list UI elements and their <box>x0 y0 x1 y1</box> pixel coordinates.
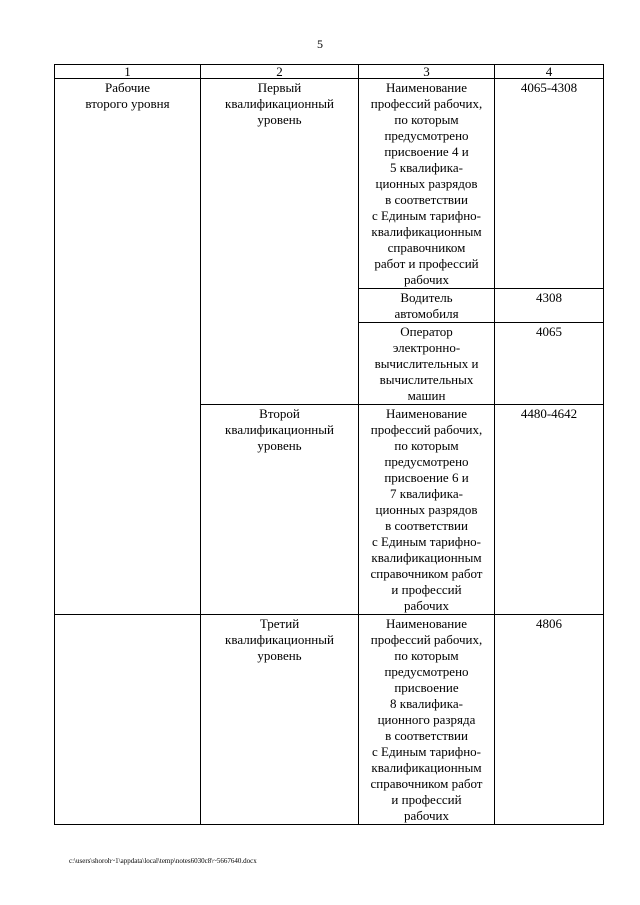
salary-cell: 4806 <box>495 615 604 825</box>
profession-cell: Водитель автомобиля <box>359 289 495 323</box>
table-row <box>55 79 604 289</box>
group-label: Рабочие второго уровня <box>55 79 201 615</box>
profession-cell: Наименование профессий рабочих, по которым предусмотрено присвоение 4 и 5 квалифика- ционных разрядов в соответствии с Единым тарифно- квалификационным справочником работ и профессий рабочих <box>359 79 495 289</box>
footer-file-path: c:\users\shoroh~1\appdata\local\temp\notes6030c8\~5667640.docx <box>69 857 257 865</box>
column-header-1: 1 <box>55 65 201 79</box>
table-row <box>55 615 604 825</box>
column-header-3: 3 <box>359 65 495 79</box>
salary-cell: 4308 <box>495 289 604 323</box>
qualification-level: Первый квалификационный уровень <box>201 79 359 405</box>
column-header-4: 4 <box>495 65 604 79</box>
qualification-level: Третий квалификационный уровень <box>201 615 359 825</box>
salary-cell: 4480-4642 <box>495 405 604 615</box>
page-number: 5 <box>317 37 323 51</box>
qualification-level: Второй квалификационный уровень <box>201 405 359 615</box>
profession-cell: Наименование профессий рабочих, по которым предусмотрено присвоение 8 квалифика- ционного разряда в соответствии с Единым тарифно- квалификационным справочником работ и профессий рабочих <box>359 615 495 825</box>
table-header-row <box>55 65 604 79</box>
salary-cell: 4065 <box>495 323 604 405</box>
column-header-2: 2 <box>201 65 359 79</box>
profession-cell: Наименование профессий рабочих, по которым предусмотрено присвоение 6 и 7 квалифика- ционных разрядов в соответствии с Единым тарифно- квалификационным справочником работ и профессий рабочих <box>359 405 495 615</box>
salary-table <box>54 64 604 825</box>
profession-cell: Оператор электронно- вычислительных и вычислительных машин <box>359 323 495 405</box>
salary-cell: 4065-4308 <box>495 79 604 289</box>
empty-group-cell <box>55 615 201 825</box>
